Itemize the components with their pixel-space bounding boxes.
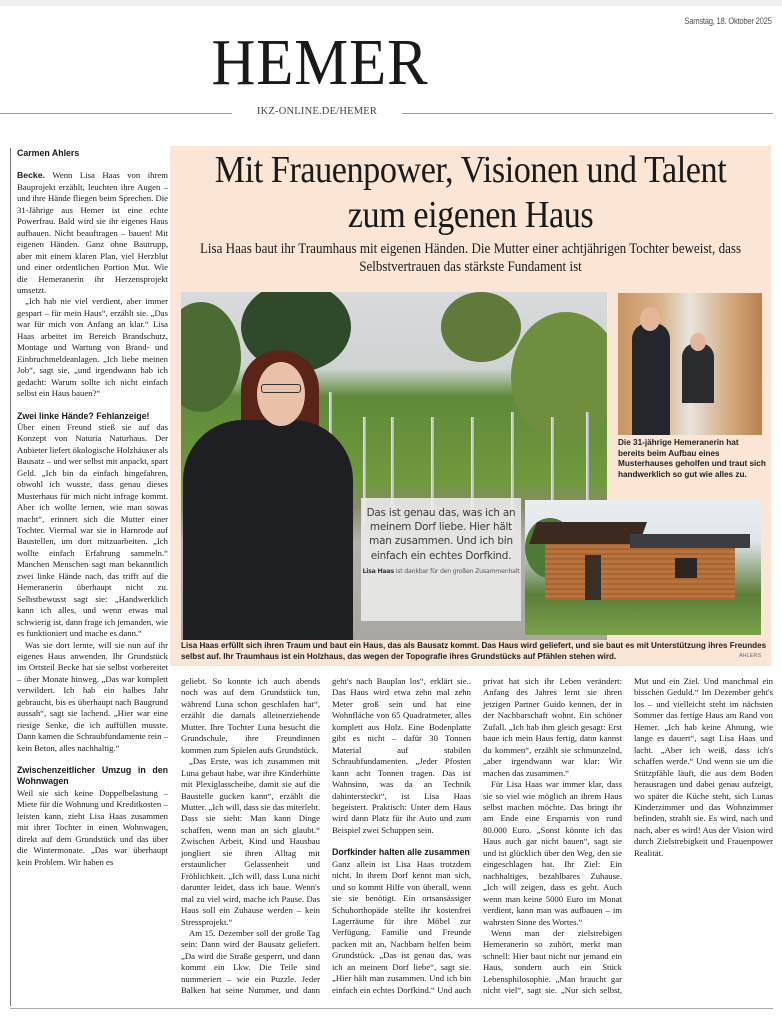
workshop-photo — [618, 293, 762, 435]
person — [682, 343, 714, 403]
masthead: HEMER — [211, 26, 429, 99]
subheading: Zwei linke Hände? Fehlanzeige! — [17, 410, 150, 421]
paragraph: „Das Erste, was ich zusammen mit Luna gebaut habe, war ihre Kinderhütte mit Plexiglasscheibe, damit sie auf die Baustelle gucken kann“, erzählt die Mutter. „Ich will, dass sie das miterlebt. Dass sie sieht: Man kann Dinge schaffen, wenn man an sich glaubt.“ Zwischen Arbeit, Kind und Hausbau jongliert sie ihren Alltag mit erstaunlicher Gelassenheit und Fröhlichkeit. „Ich will, dass Luna nicht darunter leidet, dass ich baue. Wenn's mal zu viel wird, mache ich Pause. Das Haus soll ein Zuhause werden – kein Stressprojekt.“ — [181, 756, 320, 927]
subheading: Zwischenzeitlicher Umzug in den Wohnwagen — [17, 765, 168, 787]
main-photo-caption: Lisa Haas erfüllt sich ihren Traum und baut ein Haus, das als Bausatz kommt. Das Haus wird geliefert, und sie baut es mit Unterstützung ihres Freundes selbst auf. Ihr Traumhaus ist ein Holzhaus, das wegen der Topografie ihres Grundstücks auf Pfählen stehen wird. — [181, 641, 767, 661]
deck: Lisa Haas baut ihr Traumhaus mit eigenen Händen. Die Mutter einer achtjährigen Tochter beweist, dass Selbstvertrauen das stärkste Fundament ist — [199, 241, 742, 275]
paragraph-text: Wenn Lisa Haas von ihrem Bauprojekt erzählt, leuchten ihre Augen – und ihre Hände fliegen beim Sprechen. Die 31-Jährige aus Hemer ist eine echte Powerfrau. Bald wird sie ihr eigenes Haus aufbauen. Nicht beauftragen – bauen! Mit eigenen Händen. Ganz ohne Bautrupp, aber mit einem klaren Plan, viel Herzblut und einer ordentlichen Portion Mut. Wie die Hemeranerin ihr Herzensprojekt umsetzt. — [17, 170, 168, 295]
glasses — [261, 384, 301, 393]
byline: Carmen Ahlers — [17, 148, 80, 158]
tree — [181, 302, 241, 412]
photo-credit: AHLERS — [738, 653, 761, 659]
subheading: Dorfkinder halten alle zusammen — [332, 847, 470, 858]
side-photo-caption: Die 31-jährige Hemeranerin hat bereits beim Aufbau eines Musterhauses geholfen und traut sich handwerklich so gut wie alles zu. — [618, 438, 766, 479]
house-wall — [545, 540, 735, 600]
divider — [402, 113, 773, 114]
paragraph: Über einen Freund stieß sie auf das Konzept von Naturia Naturhaus. Der Anbieter liefert ökologische Holzhäuser als Bausatz – und wer selbst mit anpackt, spart Geld. „Ich bin da einfach hingefahren, obwohl ich wusste, dass genau dieses Musterhaus für mich nicht infrage kommt. Aber ich wollte lernen, wie man sowas macht“, erinnert sich die Mutter einer Tochter. Viermal war sie in Harnrode auf Baustellen, um dort mitzuarbeiten. „Ich wollte einfach Erfahrung sammeln.“ Manchen Menschen sagt man bekanntlich zwei linke Hände nach, das trifft auf die Hemeranerin überhaupt nicht zu. Selbstbewusst sagt sie: „Handwerklich kann ich alles, und wenn etwas mal schwierig ist, dann frage ich jemanden, wie es funktioniert und mache es dann.“ — [17, 421, 168, 639]
window — [675, 558, 697, 578]
paragraph: „Ich hab nie viel verdient, aber immer gespart – für mein Haus“, erzählt sie. „Das war für mich von Anfang an klar.“ Lisa Haas arbeitet im Bereich Brandschutz, Montage und Wartung von Brand- und Einbruchmeldeanlagen. „Ich liebe meinen Job“, sagt sie, „und irgendwann hab ich gedacht: Warum sollte ich nicht einfach selbst ein Haus bauen?“ — [17, 296, 168, 399]
paragraph: Für Lisa Haas war immer klar, dass sie so viel wie möglich an ihrem Haus selbst machen möchte. Das bringt ihr am Ende eine Ersparnis von rund 80.000 Euro. „Sonst könnte ich das Haus auch gar nicht bauen“, sagt sie und ist glücklich über den Weg, den sie eingeschlagen hat. Ihr Ziel: Ein nachhaltiges, bezahlbares Zuhause. „Ich will zeigen, dass es geht. Auch wenn man keine 5000 Euro im Monat verdient, kann man was aufbauen – im wahrsten Sinne des Wortes.“ — [483, 779, 622, 927]
top-bar — [0, 0, 782, 6]
paragraph: Ganz allein ist Lisa Haas trotzdem nicht. In ihrem Dorf kennt man sich, und so kommt Hilfe von überall, wenn sie sie benötigt. Ein ortsansässiger Schuhorthopäde stellte ihr kostenfrei Lagerräume für ihre Möbel zur Verfügung. Familie und Freunde packen mit an, Nachbarn helfen beim Grundstück. „Das ist genau das, was ich an meinem Dorf liebe“, sagt sie. „Hier hält man zusammen. Und ich bin einfach ein echtes Dorfkind.“ Und auch privat hat sich ihr Leben verändert: Anfang des Jahres lernt sie ihren jetzigen Partner Guido kennen, der in der Nachbarschaft wohnt. Ein schöner Zufall. „Ich hab ihm gleich gesagt: Erst baue ich mein Haus fertig, dann kannst du kommen“, erzählt sie schmunzelnd, „aber irgendwann war klar: Wir machen das zusammen.“ — [332, 676, 622, 995]
person-face — [690, 333, 706, 351]
dateline: Becke. — [17, 170, 46, 181]
quote-text: Das ist genau das, was ich an meinem Dorf liebe. Hier hält man zusammen. Und ich bin einfach ein echtes Dorfkind. — [366, 507, 516, 562]
person-face — [640, 307, 660, 331]
house-roof — [630, 534, 750, 548]
paragraph: Was sie dort lernte, will sie nun auf ihr eigenes Haus anwenden. Ihr Grundstück im Ortsteil Becke hat sie selbst vorbereitet – über Monate hinweg. „Das war komplett verwildert. Ich hab ein halbes Jahr gebraucht, bis es überhaupt nach Baugrund aussah“, sagt sie lachend. „Hier war eine riesige Senke, die ich auffüllen musste. Dann kamen die Schraubfundamente rein – kein Beton, alles nachhaltig.“ — [17, 639, 168, 753]
article-hero — [170, 146, 771, 666]
article-body-columns — [181, 676, 773, 1006]
tree — [441, 292, 521, 362]
paragraph: Weil sie sich keine Doppelbelastung – Miete für die Wohnung und Kreditkosten – leisten kann, zieht Lisa Haas zusammen mit ihrer Tochter in einen Wohnwagen, direkt auf dem Grundstück und das über die Wintermonate. „Das war überhaupt kein Problem. Wir haben es — [17, 787, 168, 867]
headline: Mit Frauenpower, Visionen und Talent zum eigenen Haus — [214, 149, 727, 236]
pull-quote — [361, 498, 521, 621]
person-face — [257, 362, 305, 426]
paragraph: Am 15. Dezember soll der große Tag sein: Dann wird der Bausatz geliefert. „Da wird die Straße gesperrt, und dann kommt ein Lkw. Die Teile sind nummeriert – wie ein Puzzle. Jeder Balken hat seine Nummer, und dann geht's nach Bauplan los“, erklärt sie.. Das Haus wird etwa zehn mal zehn Meter groß sein und hat eine Wohnfläche von 65 Quadratmeter, alles komplett aus Holz. Eine Bodenplatte gibt es nicht – dafür 30 Tonnen Material auf stabilen Schraubfundamenten. „Jeder Pfosten kann acht Tonnen tragen. Das ist Wahnsinn, was da an Technik dahintersteckt“, ist Lisa Haas begeistert. Praktisch: Unter dem Haus wird dann Platz für ihr Auto und zum Beispiel zwei Schuppen sein. — [181, 676, 471, 996]
paragraph: geliebt. So konnte ich auch abends noch was auf dem Grundstück tun, während Luna schon geschlafen hat“, erzählt die damals alleinerziehende Mutter. Ihre Tochter Luna besucht die Grundschule, ihre Freundinnen kommen zum Spielen aufs Grundstück. — [181, 676, 320, 755]
issue-date: Samstag, 18. Oktober 2025 — [684, 16, 772, 26]
paragraph — [17, 170, 168, 296]
site-link[interactable]: IKZ-ONLINE.DE/HEMER — [256, 106, 378, 117]
house-photo — [525, 500, 761, 635]
quote-attribution — [361, 568, 521, 576]
person-jacket — [183, 420, 353, 640]
divider — [0, 113, 232, 114]
quote-note: ist dankbar für den großen Zusammenhalt — [395, 567, 520, 575]
person — [632, 323, 670, 435]
paragraph: Wenn man der zielstrebigen Hemeranerin so zuhört, merkt man schnell: Hier baut nicht nur jemand ein Haus, sondern auch ein Stück Lebensphilosophie. „Man braucht gar nicht viel“, sagt sie. „Nur sich selbst, Mut und ein Ziel. Und manchmal ein bisschen Geduld.“ Im Dezember geht's los – und vielleicht steht im nächsten Sommer das fertige Haus am Rand von Hemer. „Ich hab keine Ahnung, wie lange es dauert“, sagt Lisa Haas und lacht. „Aber ich weiß, dass ich's schaffen werde.“ Und wenn sie um die Stützpfähle läuft, die aus dem Boden herausragen und dabei genau aufzeigt, wo später die Küche steht, sich Lunas Kinderzimmer und das Wohnzimmer befinden, strahlt sie. Es wird, nach und nach, aber es wird! Aus der Vision wird durch Zielstrebigkeit und Frauenpower Realität. — [483, 676, 773, 996]
quote-author: Lisa Haas — [362, 567, 394, 575]
tree — [511, 312, 607, 442]
door — [585, 555, 601, 600]
left-column — [10, 148, 168, 1006]
divider — [10, 1008, 773, 1009]
